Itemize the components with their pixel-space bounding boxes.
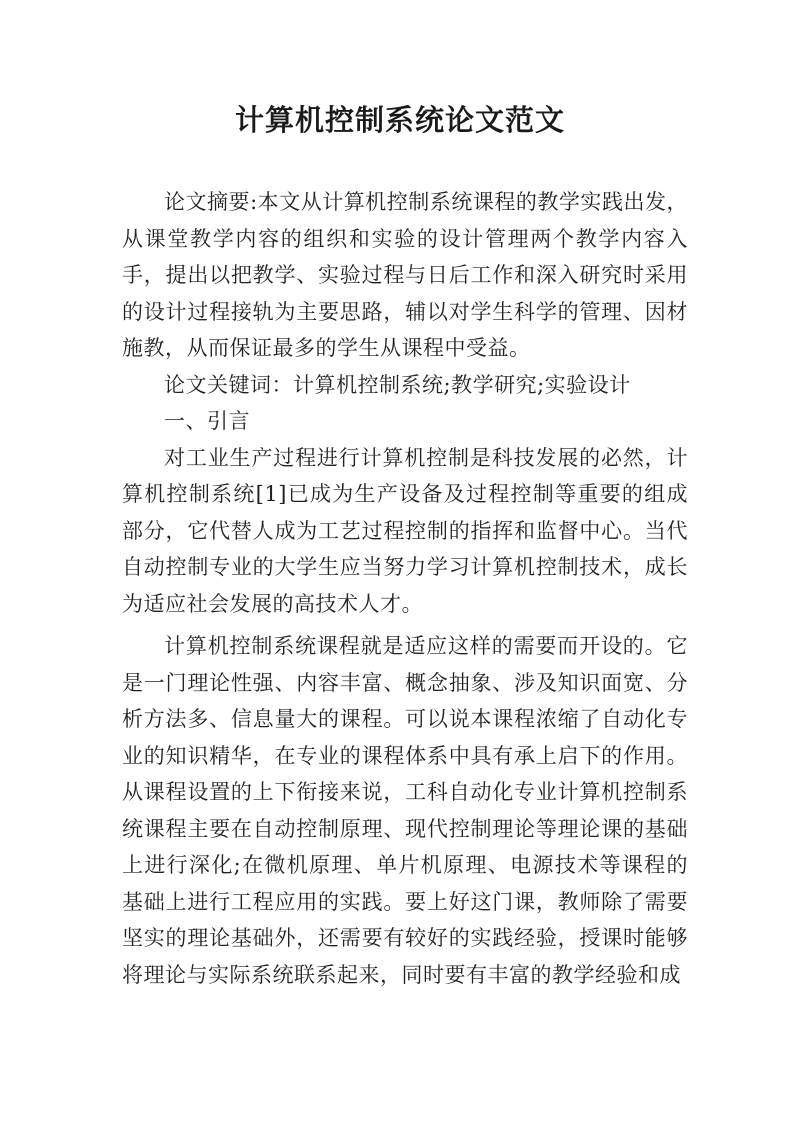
keywords-line: 论文关键词：计算机控制系统;教学研究;实验设计 [164,372,631,397]
body-paragraph-intro: 对工业生产过程进行计算机控制是科技发展的必然，计算机控制系统[1]已成为生产设备及过程控制等重要的组成部分，它代替人成为工艺过程控制的指挥和监督中心。当代自动控制专业的大学生应当努力学习计算机控制技术，成长为适应社会发展的高技术人才。 [122,445,688,616]
abstract-text: 本文从计算机控制系统课程的教学实践出发，从课堂教学内容的组织和实验的设计管理两个教学内容入手，提出以把教学、实验过程与日后工作和深入研究时采用的设计过程接轨为主要思路，辅以对学生科学的管理、因材施教，从而保证最多的学生从课程中受益。 [122,190,689,360]
abstract-paragraph [122,184,688,367]
body-paragraph-course: 计算机控制系统课程就是适应这样的需要而开设的。它是一门理论性强、内容丰富、概念抽象、涉及知识面宽、分析方法多、信息量大的课程。可以说本课程浓缩了自动化专业的知识精华，在专业的课程体系中具有承上启下的作用。从课程设置的上下衔接来说，工科自动化专业计算机控制系统课程主要在自动控制原理、现代控制理论等理论课的基础上进行深化;在微机原理、单片机原理、电源技术等课程的基础上进行工程应用的实践。要上好这门课，教师除了需要坚实的理论基础外，还需要有较好的实践经验，授课时能够将理论与实际系统联系起来，同时要有丰富的教学经验和成 [122,634,688,987]
section-heading: 一、引言 [164,409,250,433]
document-body [122,184,688,993]
document-title: 计算机控制系统论文范文 [234,103,565,137]
abstract-label: 论文摘要: [164,190,258,214]
